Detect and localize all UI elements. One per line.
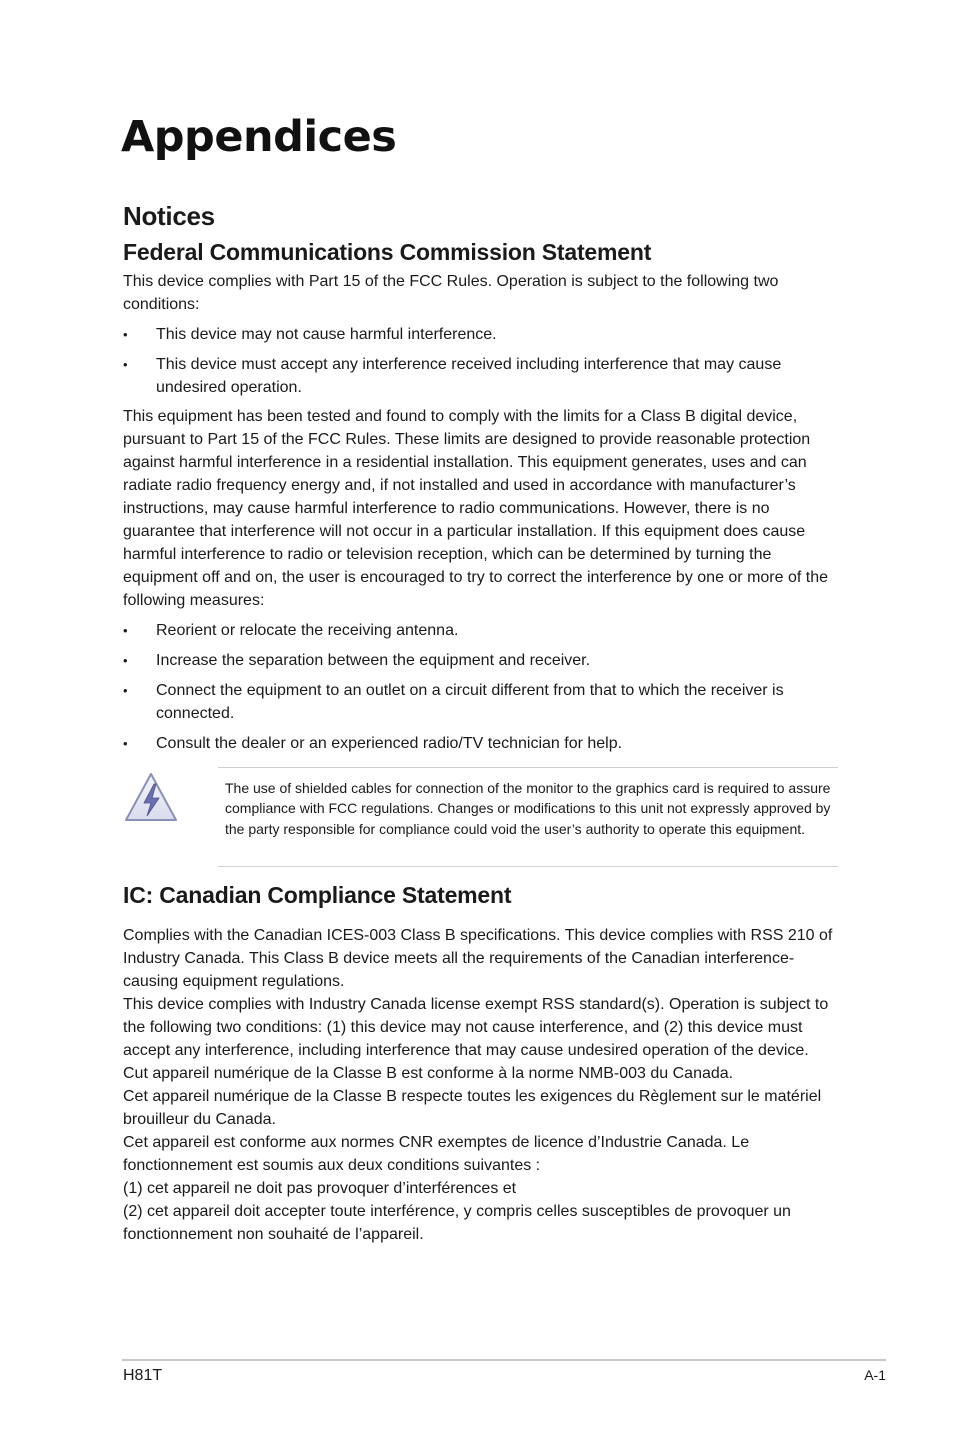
list-item (123, 353, 839, 399)
bullet: • (123, 623, 128, 638)
fcc-body: This equipment has been tested and found to comply with the limits for a Class B digital device, pursuant to Part 15 of the FCC Rules. These limits are designed to provide reasonable protection against harmful interference in a residential installation. This equipment generates, uses and can radiate radio frequency energy and, if not installed and used in accordance with manufacturer’s instructions, may cause harmful interference to radio communications. However, there is no guarantee that interference will not occur in a particular installation. If this equipment does cause harmful interference to radio or television reception, which can be determined by turning the equipment off and on, the user is encouraged to try to correct the interference by one or more of the following measures: (123, 408, 829, 609)
ic-paragraph: This device complies with Industry Canada license exempt RSS standard(s). Operation is subject to the following two conditions: (1) this device may not cause interference, and (2) this device must accept any interference, including interference that may cause undesired operation of the device. (123, 996, 829, 1059)
page-title: Appendices (121, 112, 397, 162)
list-item-text: This device must accept any interference received including interference that may cause undesired operation. (156, 356, 782, 396)
ic-paragraph: Cut appareil numérique de la Classe B est conforme à la norme NMB-003 du Canada. (123, 1065, 734, 1082)
footer-model: H81T (123, 1367, 163, 1384)
fcc-measures-list (123, 619, 839, 755)
fcc-intro: This device complies with Part 15 of the FCC Rules. Operation is subject to the following two conditions: (123, 273, 779, 313)
notices-heading: Notices (123, 201, 215, 231)
main-content (123, 198, 839, 1246)
list-item (123, 649, 839, 672)
bullet: • (123, 683, 128, 698)
bullet: • (123, 653, 128, 668)
footer-divider (122, 1359, 886, 1361)
warning-lightning-icon (123, 771, 179, 823)
fcc-conditions-list (123, 323, 839, 399)
caution-note (123, 767, 839, 867)
list-item-text: Connect the equipment to an outlet on a circuit different from that to which the receiver is connected. (156, 682, 784, 722)
fcc-heading: Federal Communications Commission Statement (123, 239, 652, 265)
ic-paragraph: Complies with the Canadian ICES-003 Class B specifications. This device complies with RSS 210 of Industry Canada. This Class B device meets all the requirements of the Canadian interference-causing equipment regulations. (123, 927, 833, 990)
list-item (123, 679, 839, 725)
list-item (123, 619, 839, 642)
list-item (123, 323, 839, 346)
ic-body (123, 924, 839, 1246)
list-item (123, 732, 839, 755)
note-box (218, 767, 838, 867)
list-item-text: Consult the dealer or an experienced radio/TV technician for help. (156, 735, 623, 752)
list-item-text: Increase the separation between the equipment and receiver. (156, 652, 591, 669)
list-item-text: This device may not cause harmful interference. (156, 326, 497, 343)
ic-paragraph: Cet appareil numérique de la Classe B respecte toutes les exigences du Règlement sur le matériel brouilleur du Canada. (123, 1088, 822, 1128)
footer-page-number: A-1 (864, 1367, 886, 1383)
ic-heading: IC: Canadian Compliance Statement (123, 882, 512, 908)
bullet: • (123, 736, 128, 751)
ic-paragraph: Cet appareil est conforme aux normes CNR exemptes de licence d’Industrie Canada. Le fonctionnement est soumis aux deux conditions suivantes : (123, 1134, 750, 1174)
ic-paragraph: (2) cet appareil doit accepter toute interférence, y compris celles susceptibles de provoquer un fonctionnement non souhaité de l’appareil. (123, 1203, 791, 1243)
list-item-text: Reorient or relocate the receiving antenna. (156, 622, 459, 639)
bullet: • (123, 357, 128, 372)
bullet: • (123, 327, 128, 342)
note-text: The use of shielded cables for connection of the monitor to the graphics card is required to assure compliance with FCC regulations. Changes or modifications to this unit not expressly approved by the party responsible for compliance could void the user’s authority to operate this equipment. (225, 780, 831, 837)
ic-paragraph: (1) cet appareil ne doit pas provoquer d’interférences et (123, 1180, 517, 1197)
